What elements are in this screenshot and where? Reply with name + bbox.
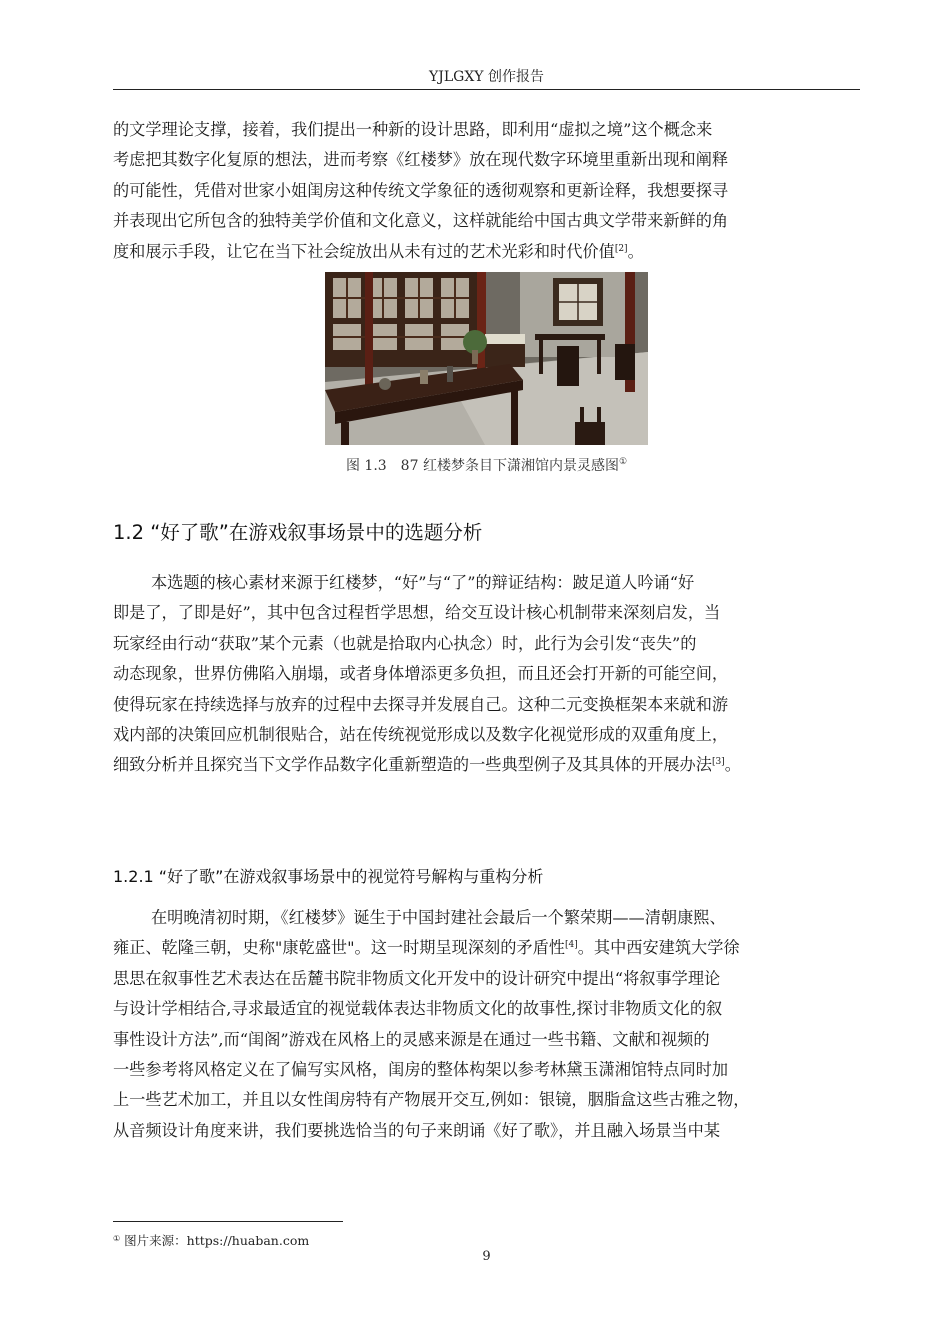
- text-line: [113, 933, 860, 963]
- footnote-rule: [113, 1221, 343, 1222]
- text-line: 动态现象，世界仿佛陷入崩塌，或者身体增添更多负担，而且还会打开新的可能空间，: [113, 664, 729, 684]
- text-segment: 。: [724, 755, 741, 775]
- interior-photo: [325, 272, 648, 445]
- text-segment: 细致分析并且探究当下文学作品数字化重新塑造的一些典型例子及其具体的开展办法: [113, 755, 712, 775]
- text-segment: 雍正、乾隆三朝，史称"康乾盛世"。这一时期呈现深刻的矛盾性: [113, 938, 565, 958]
- citation-mark: [4]: [564, 940, 578, 951]
- text-line: 在明晚清初时期，《红楼梦》诞生于中国封建社会最后一个繁荣期——清朝康熙、: [151, 908, 726, 927]
- paragraph-section-1-2-1: [113, 903, 860, 1146]
- text-line: 的文学理论支撑，接着，我们提出一种新的设计思路，即利用“虚拟之境”这个概念来: [113, 120, 713, 139]
- text-line: 的可能性，凭借对世家小姐闺房这种传统文学象征的透彻观察和更新诠释，我想要探寻: [113, 180, 729, 200]
- text-line: 思思在叙事性艺术表达在岳麓书院非物质文化开发中的设计研究中提出“将叙事学理论: [113, 968, 721, 988]
- text-line: 本选题的核心素材来源于红楼梦，“好”与“了”的辩证结构：跛足道人吟诵“好: [151, 573, 695, 592]
- text-line: 使得玩家在持续选择与放弃的过程中去探寻并发展自己。这种二元变换框架本来就和游: [113, 694, 729, 714]
- text-line: 玩家经由行动“获取”某个元素（也就是拾取内心执念）时，此行为会引发“丧失”的: [113, 633, 697, 653]
- footnote-mark: ①: [113, 1234, 121, 1243]
- header-rule: [113, 89, 860, 90]
- citation-mark: [2]: [614, 243, 628, 254]
- figure-caption: [113, 455, 860, 475]
- paragraph-section-1-2: [113, 568, 860, 781]
- text-segment: 。其中西安建筑大学徐: [577, 938, 740, 958]
- text-line: 从音频设计角度来讲，我们要挑选恰当的句子来朗诵《好了歌》，并且融入场景当中某: [113, 1120, 721, 1140]
- page-number: 9: [482, 1249, 491, 1264]
- text-line: 事性设计方法”,而“闺阁”游戏在风格上的灵感来源是在通过一些书籍、文献和视频的: [113, 1029, 710, 1049]
- footnote-reference: ①: [618, 457, 628, 467]
- text-line: 戏内部的决策回应机制很贴合，站在传统视觉形成以及数字化视觉形成的双重角度上，: [113, 725, 729, 745]
- text-segment: 度和展示手段，让它在当下社会绽放出从未有过的艺术光彩和时代价值: [113, 241, 615, 261]
- footnote: [113, 1231, 309, 1249]
- running-header: YJLGXY 创作报告: [429, 69, 544, 85]
- section-heading: 1.2 “好了歌”在游戏叙事场景中的选题分析: [113, 521, 483, 544]
- text-line: [113, 237, 860, 267]
- text-line: 一些参考将风格定义在了偏写实风格，闺房的整体构架以参考林黛玉潇湘馆特点同时加: [113, 1060, 729, 1080]
- text-line: 并表现出它所包含的独特美学价值和文化意义，这样就能给中国古典文学带来新鲜的角: [113, 211, 729, 231]
- text-line: 考虑把其数字化复原的想法，进而考察《红楼梦》放在现代数字环境里重新出现和阐释: [113, 150, 729, 170]
- text-line: [113, 750, 860, 780]
- text-segment: 。: [627, 241, 644, 261]
- text-line: 即是了，了即是好”，其中包含过程哲学思想，给交互设计核心机制带来深刻启发，当: [113, 603, 721, 623]
- caption-text: 图 1.3 87 红楼梦条目下潇湘馆内景灵感图: [345, 458, 619, 474]
- paragraph-intro: [113, 115, 860, 267]
- footnote-text: 图片来源：https://huaban.com: [124, 1233, 310, 1248]
- citation-mark: [3]: [711, 757, 725, 768]
- text-line: 与设计学相结合,寻求最适宜的视觉载体表达非物质文化的故事性,探讨非物质文化的叙: [113, 999, 723, 1019]
- subsection-heading: 1.2.1 “好了歌”在游戏叙事场景中的视觉符号解构与重构分析: [113, 867, 544, 886]
- text-line: 上一些艺术加工，并且以女性闺房特有产物展开交互,例如：银镜，胭脂盒这些古雅之物，: [113, 1090, 750, 1110]
